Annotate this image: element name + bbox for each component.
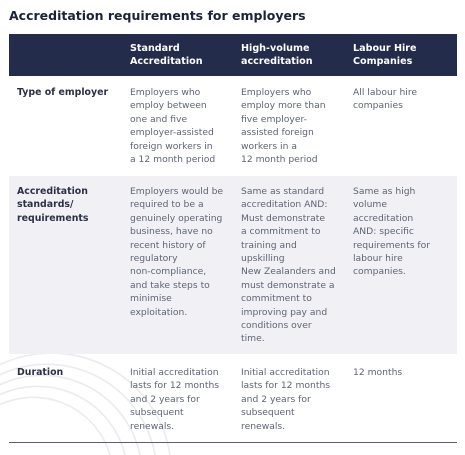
cell-type-labour-hire: All labour hire companies — [353, 87, 418, 112]
cell-duration-high-volume: Initial accreditation lasts for 12 months and 2 years for subsequent renewals. — [241, 367, 331, 432]
column-header-high-volume: High-volume accreditation — [241, 43, 313, 68]
table-header — [9, 34, 457, 76]
cell-standards-high-volume: Same as standard accreditation AND: Must demonstrate a commitment to training and upskilling New Zealanders and must demonstrate a commitment to improving pay and conditions over time. — [241, 186, 336, 345]
table-bottom-rule — [9, 442, 457, 443]
row-label-standards: Accreditation standards/ requirements — [17, 186, 89, 224]
cell-duration-labour-hire: 12 months — [353, 367, 403, 378]
cell-duration-standard: Initial accreditation lasts for 12 months and 2 years for subsequent renewals. — [130, 367, 220, 432]
row-label-duration: Duration — [17, 367, 64, 378]
cell-standards-labour-hire: Same as high volume accreditation AND: specific requirements for labour hire companies. — [353, 186, 431, 278]
row-label-type-of-employer: Type of employer — [17, 87, 109, 98]
column-header-labour-hire: Labour Hire Companies — [353, 43, 417, 68]
cell-type-high-volume: Employers who employ more than five employer- assisted foreign workers in a 12 month period — [241, 87, 326, 166]
cell-type-standard: Employers who employ between one and five employer-assisted foreign workers in a 12 month period — [130, 87, 216, 166]
page-title: Accreditation requirements for employers — [9, 8, 306, 23]
column-header-standard: Standard Accreditation — [130, 43, 203, 68]
cell-standards-standard: Employers would be required to be a genuinely operating business, have no recent history of regulatory non-compliance, and take steps to minimise exploitation. — [130, 186, 224, 318]
